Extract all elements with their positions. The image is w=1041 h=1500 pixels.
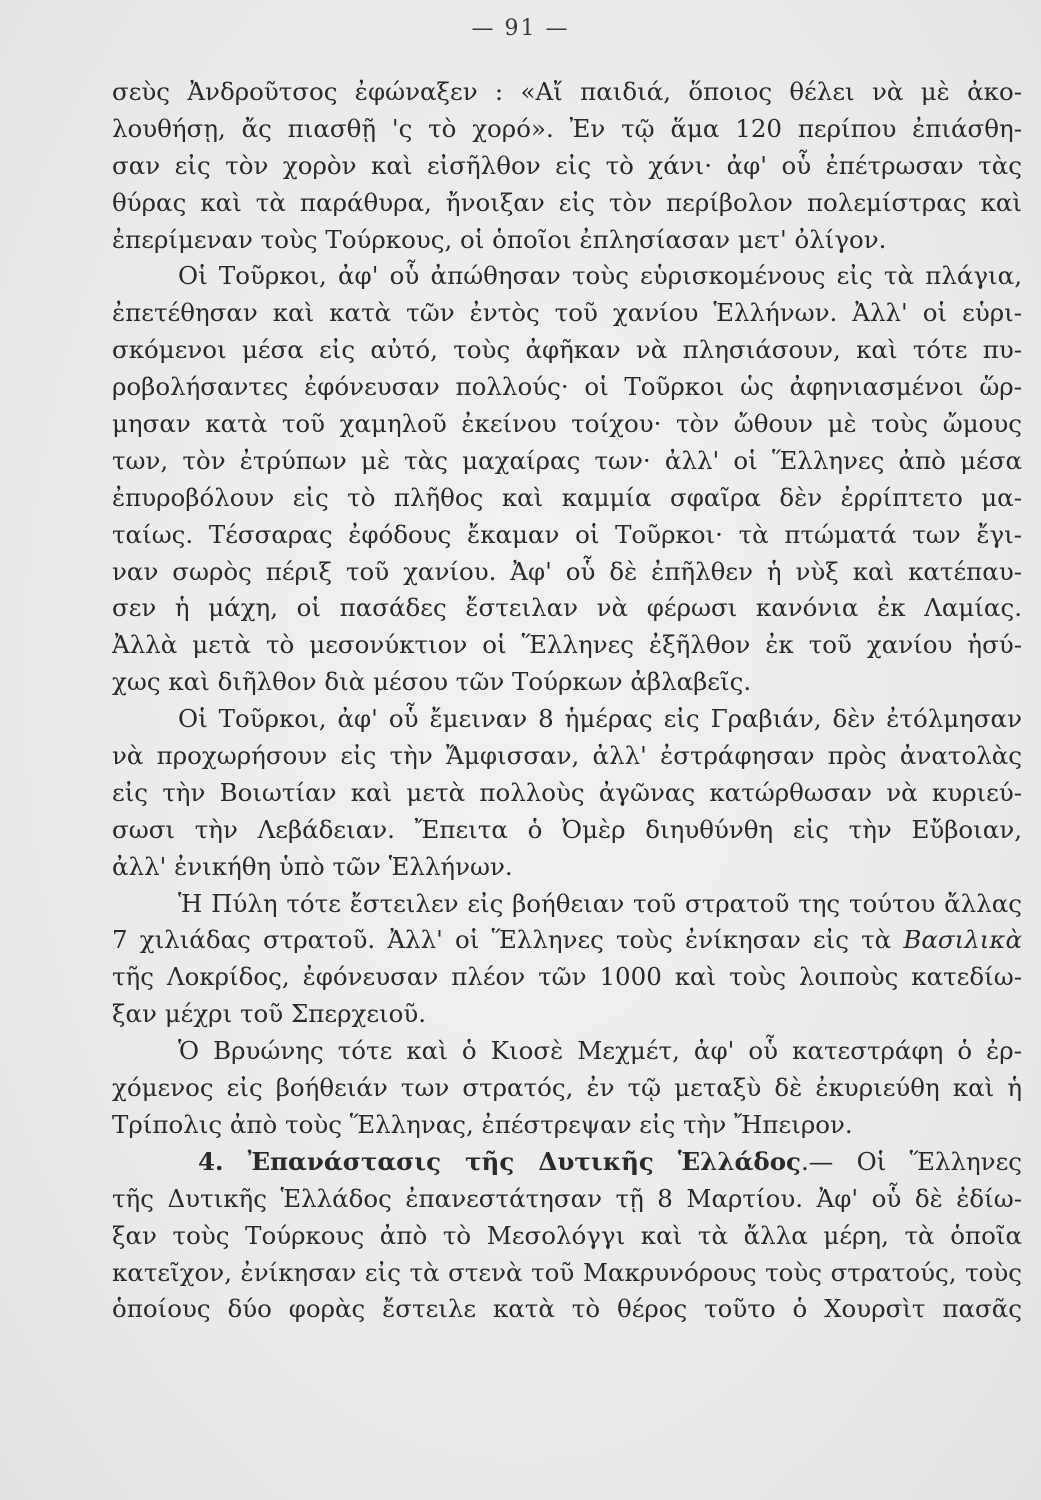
text-line: σωσι τὴν Λεβάδειαν. Ἔπειτα ὁ Ὀμὲρ διηυθύνθη εἰς τὴν Εὔβοιαν, xyxy=(112,814,1022,844)
paragraph-start-line: Οἱ Τοῦρκοι, ἀφ' οὗ ἀπώθησαν τοὺς εὑρισκομένους εἰς τὰ πλάγια, xyxy=(178,261,1022,291)
text-line: κατεῖχον, ἐνίκησαν εἰς τὰ στενὰ τοῦ Μακρυνόρους τοὺς στρατούς, τοὺς xyxy=(112,1257,1022,1287)
text-line: ἐπερίμεναν τοὺς Τούρκους, οἱ ὁποῖοι ἐπλησίασαν μετ' ὀλίγον. xyxy=(112,224,887,254)
text-line: ἐπετέθησαν καὶ κατὰ τῶν ἐντὸς τοῦ χανίου Ἑλλήνων. Ἀλλ' οἱ εὑρι- xyxy=(112,298,1022,328)
paragraph-start-line: Οἱ Τοῦρκοι, ἀφ' οὗ ἔμειναν 8 ἡμέρας εἰς Γραβιάν, δὲν ἐτόλμησαν xyxy=(178,704,1022,734)
text-line: θύρας καὶ τὰ παράθυρα, ἤνοιξαν εἰς τὸν περίβολον πολεμίστρας καὶ xyxy=(112,187,1022,217)
text-line: χόμενος εἰς βοήθειάν των στρατός, ἐν τῷ μεταξὺ δὲ ἐκυριεύθη καὶ ἡ xyxy=(112,1073,1022,1103)
text-line: ξαν μέχρι τοῦ Σπερχειοῦ. xyxy=(112,999,427,1029)
text-line xyxy=(112,922,1022,959)
text-line: σκόμενοι μέσα εἰς αὐτό, τοὺς ἀφῆκαν νὰ πλησιάσουν, καὶ τότε πυ- xyxy=(112,335,1022,365)
text-line: ξαν τοὺς Τούρκους ἀπὸ τὸ Μεσολόγγι καὶ τὰ ἄλλα μέρη, τὰ ὁποῖα xyxy=(112,1220,1022,1250)
text-line: σεὺς Ἀνδροῦτσος ἐφώναξεν : «Αἴ παιδιά, ὅποιος θέλει νὰ μὲ ἀκο- xyxy=(112,77,1022,106)
text-line: ροβολήσαντες ἐφόνευσαν πολλούς· οἱ Τοῦρκοι ὡς ἀφηνιασμένοι ὥρ- xyxy=(112,372,1022,402)
text-line: ὁποίους δύο φορὰς ἔστειλε κατὰ τὸ θέρος τοῦτο ὁ Χουρσὶτ πασᾶς xyxy=(112,1294,1022,1324)
text-run: 7 χιλιάδας στρατοῦ. Ἀλλ' οἱ Ἕλληνες τοὺς ἐνίκησαν εἰς τὰ xyxy=(112,925,904,955)
paragraph-start-line: Ὁ Βρυώνης τότε καὶ ὁ Κιοσὲ Μεχμέτ, ἀφ' οὗ κατεστράφη ὁ ἐρ- xyxy=(178,1036,1022,1066)
text-line: χως καὶ διῆλθον διὰ μέσου τῶν Τούρκων ἀβλαβεῖς. xyxy=(112,667,752,697)
text-line: Ἀλλὰ μετὰ τὸ μεσονύκτιον οἱ Ἕλληνες ἐξῆλθον ἐκ τοῦ χανίου ἡσύ- xyxy=(112,630,1022,660)
page-number: — 91 — xyxy=(471,16,570,41)
text-run: .— Οἱ Ἕλληνες xyxy=(800,1146,1022,1176)
text-line: λουθήσῃ, ἄς πιασθῇ 'ς τὸ χορό». Ἐν τῷ ἅμα 120 περίπου ἐπιάσθη- xyxy=(112,113,1022,143)
text-line: των, τὸν ἐτρύπων μὲ τὰς μαχαίρας των· ἀλλ' οἱ Ἕλληνες ἀπὸ μέσα xyxy=(112,445,1022,475)
italic-place-name: Βασιλικὰ xyxy=(903,925,1022,955)
paragraph-start-line: Ἡ Πύλη τότε ἔστειλεν εἰς βοήθειαν τοῦ στρατοῦ της τούτου ἄλλας xyxy=(178,888,1022,918)
text-line: σαν εἰς τὸν χορὸν καὶ εἰσῆλθον εἰς τὸ χάνι· ἀφ' οὗ ἐπέτρωσαν τὰς xyxy=(112,150,1022,180)
text-line: ταίως. Τέσσαρας ἐφόδους ἔκαμαν οἱ Τοῦρκοι· τὰ πτώματά των ἔγι- xyxy=(112,519,1022,549)
text-line: εἰς τὴν Βοιωτίαν καὶ μετὰ πολλοὺς ἀγῶνας κατώρθωσαν νὰ κυριεύ- xyxy=(112,777,1022,807)
text-line: Τρίπολις ἀπὸ τοὺς Ἕλληνας, ἐπέστρεψαν εἰς τὴν Ἤπειρον. xyxy=(112,1109,853,1139)
text-line: ἐπυροβόλουν εἰς τὸ πλῆθος καὶ καμμία σφαῖρα δὲν ἐρρίπτετο μα- xyxy=(112,482,1022,512)
text-line: τῆς Λοκρίδος, ἐφόνευσαν πλέον τῶν 1000 καὶ τοὺς λοιποὺς κατεδίω- xyxy=(112,962,1022,992)
text-line: τῆς Δυτικῆς Ἑλλάδος ἐπανεστάτησαν τῇ 8 Μαρτίου. Ἀφ' οὗ δὲ ἐδίω- xyxy=(112,1183,1022,1213)
text-line: νὰ προχωρήσουν εἰς τὴν Ἄμφισσαν, ἀλλ' ἐστράφησαν πρὸς ἀνατολὰς xyxy=(112,741,1022,771)
text-line: σεν ἡ μάχη, οἱ πασάδες ἔστειλαν νὰ φέρωσι κανόνια ἐκ Λαμίας. xyxy=(112,593,1022,623)
text-line: ἀλλ' ἐνικήθη ὑπὸ τῶν Ἑλλήνων. xyxy=(112,851,513,881)
text-line: μησαν κατὰ τοῦ χαμηλοῦ ἐκείνου τοίχου· τὸν ὤθουν μὲ τοὺς ὤμους xyxy=(112,409,1022,439)
text-line: ναν σωρὸς πέριξ τοῦ χανίου. Ἀφ' οὗ δὲ ἐπῆλθεν ἡ νὺξ καὶ κατέπαυ- xyxy=(112,556,1022,586)
body-text xyxy=(112,74,1022,1328)
section-heading-line xyxy=(112,1144,1022,1181)
section-heading: 4. Ἐπανάστασις τῆς Δυτικῆς Ἑλλάδος xyxy=(198,1146,801,1176)
